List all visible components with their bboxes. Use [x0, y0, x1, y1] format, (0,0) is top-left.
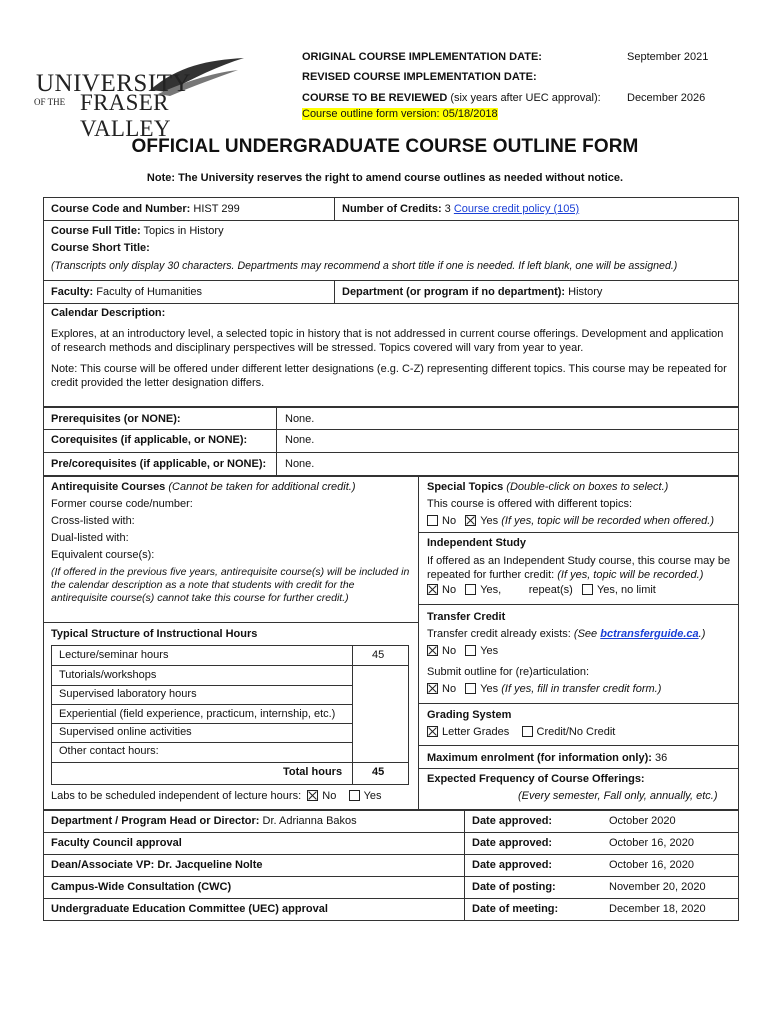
- transfer-submit-yes-checkbox[interactable]: [465, 683, 476, 694]
- hours-label: Typical Structure of Instructional Hours: [51, 628, 258, 640]
- approval-faculty-date: October 16, 2020: [609, 837, 695, 849]
- calendar-description: Explores, at an introductory level, a selected topic in history that is not addressed in current course offerings. Development and application of research methods and disciplinary perspectives will be stressed. Topics covered will vary from year to year.: [51, 328, 724, 354]
- transfer-exists-options: No Yes: [427, 645, 498, 657]
- special-topics-text: This course is offered with different topics:: [427, 498, 633, 510]
- independent-no-checkbox[interactable]: [427, 584, 438, 595]
- max-enrolment: Maximum enrolment (for information only): 36: [427, 752, 668, 764]
- form-version: Course outline form version: 05/18/2018: [302, 108, 498, 120]
- antirequisite-note: (If offered in the previous five years, antirequisite course(s) will be included in the calendar description as a note that students with credit for the antirequisite course(s) cannot take this course for further credit.): [51, 566, 410, 604]
- approval-uec: Undergraduate Education Committee (UEC) approval: [51, 903, 328, 915]
- approval-dean: Dean/Associate VP: Dr. Jacqueline Nolte: [51, 859, 263, 871]
- former-course-code: Former course code/number:: [51, 498, 193, 510]
- frequency-label: Expected Frequency of Course Offerings:: [427, 773, 645, 785]
- hours-row-lecture: Lecture/seminar hours: [59, 649, 169, 661]
- faculty: Faculty: Faculty of Humanities: [51, 286, 203, 298]
- course-full-title: Course Full Title: Topics in History: [51, 225, 224, 237]
- hours-row-tutorials: Tutorials/workshops: [59, 669, 157, 681]
- logo-line-2: OF THE: [34, 97, 66, 107]
- independent-study-text: If offered as an Independent Study course, this course may be repeated for further credit: (If yes, topic will be recorded.): [427, 555, 731, 581]
- total-hours-value: 45: [372, 766, 385, 778]
- approval-dept-date: October 2020: [609, 815, 676, 827]
- approval-faculty-council: Faculty Council approval: [51, 837, 182, 849]
- approval-uec-date: December 18, 2020: [609, 903, 706, 915]
- prerequisites-label: Prerequisites (or NONE):: [51, 413, 181, 425]
- total-hours-label: Total hours: [283, 766, 343, 778]
- grading-label: Grading System: [427, 709, 512, 721]
- approval-dean-date-label: Date approved:: [472, 859, 553, 871]
- labs-no-checkbox[interactable]: [307, 790, 318, 801]
- page-title: OFFICIAL UNDERGRADUATE COURSE OUTLINE FORM: [131, 136, 639, 157]
- transfer-submit-options: No Yes (If yes, fill in transfer credit form.): [427, 683, 661, 695]
- credit-no-credit-checkbox[interactable]: [522, 726, 533, 737]
- hours-row-lab: Supervised laboratory hours: [59, 688, 197, 700]
- course-credits: Number of Credits: 3 Course credit policy (105): [342, 203, 580, 215]
- transfer-submit-no-checkbox[interactable]: [427, 683, 438, 694]
- calendar-note: Note: This course will be offered under different letter designations (e.g. C-Z) representing different topics. This course may be repeated for credit provided the letter designation differs.: [51, 363, 727, 389]
- transfer-exists-no-checkbox[interactable]: [427, 645, 438, 656]
- special-yes-checkbox[interactable]: [465, 515, 476, 526]
- precorequisites-value: None.: [285, 458, 315, 470]
- transfer-exists-yes-checkbox[interactable]: [465, 645, 476, 656]
- independent-study-label: Independent Study: [427, 537, 526, 549]
- approval-dean-date: October 16, 2020: [609, 859, 695, 871]
- original-date-value: September 2021: [627, 51, 709, 63]
- corequisites-value: None.: [285, 434, 315, 446]
- course-code: Course Code and Number: HIST 299: [51, 203, 240, 215]
- approval-uec-date-label: Date of meeting:: [472, 903, 559, 915]
- independent-nolimit-checkbox[interactable]: [582, 584, 593, 595]
- department: Department (or program if no department): History: [342, 286, 603, 298]
- labs-scheduled: Labs to be scheduled independent of lecture hours: No Yes: [51, 790, 382, 802]
- approval-faculty-date-label: Date approved:: [472, 837, 553, 849]
- independent-yes-checkbox[interactable]: [465, 584, 476, 595]
- approval-dept-date-label: Date approved:: [472, 815, 553, 827]
- independent-study-options: No Yes, repeat(s) Yes, no limit: [427, 584, 656, 596]
- review-date-value: December 2026: [627, 92, 706, 104]
- hours-row-online: Supervised online activities: [59, 726, 192, 738]
- transfer-exists: Transfer credit already exists: (See bctransferguide.ca.): [427, 628, 706, 640]
- antirequisite-label: Antirequisite Courses (Cannot be taken for additional credit.): [51, 481, 356, 493]
- transfer-credit-label: Transfer Credit: [427, 611, 506, 623]
- corequisites-label: Corequisites (if applicable, or NONE):: [51, 434, 248, 446]
- amend-note: Note: The University reserves the right to amend course outlines as needed without notice.: [146, 172, 624, 184]
- original-date-label: ORIGINAL COURSE IMPLEMENTATION DATE:: [302, 51, 542, 63]
- short-title-note: (Transcripts only display 30 characters. Departments may recommend a short title if one is needed. If left blank, one will be assigned.): [51, 260, 678, 272]
- approval-cwc-date: November 20, 2020: [609, 881, 706, 893]
- logo-line-1: UNIVERSITY: [36, 70, 191, 97]
- special-topics-label: Special Topics (Double-click on boxes to select.): [427, 481, 669, 493]
- bctransferguide-link[interactable]: bctransferguide.ca: [600, 628, 699, 640]
- course-short-title: Course Short Title:: [51, 242, 150, 254]
- cross-listed: Cross-listed with:: [51, 515, 135, 527]
- prerequisites-value: None.: [285, 413, 315, 425]
- hours-value-lecture: 45: [372, 649, 385, 661]
- approval-cwc-date-label: Date of posting:: [472, 881, 556, 893]
- equivalent-courses: Equivalent course(s):: [51, 549, 155, 561]
- approval-cwc: Campus-Wide Consultation (CWC): [51, 881, 232, 893]
- special-no-checkbox[interactable]: [427, 515, 438, 526]
- frequency-note: (Every semester, Fall only, annually, etc.): [518, 790, 718, 802]
- calendar-label: Calendar Description:: [51, 307, 166, 319]
- logo-line-3: FRASER VALLEY: [80, 90, 171, 141]
- credit-policy-link[interactable]: Course credit policy (105): [453, 203, 580, 215]
- hours-row-experiential: Experiential (field experience, practicum, internship, etc.): [59, 708, 336, 720]
- letter-grades-checkbox[interactable]: [427, 726, 438, 737]
- revised-date-label: REVISED COURSE IMPLEMENTATION DATE:: [302, 71, 537, 83]
- special-topics-options: No Yes (If yes, topic will be recorded when offered.): [427, 515, 714, 527]
- transfer-submit: Submit outline for (re)articulation:: [427, 666, 590, 678]
- review-date-label: COURSE TO BE REVIEWED (six years after UEC approval):: [302, 92, 601, 104]
- university-logo: [28, 52, 248, 141]
- labs-yes-checkbox[interactable]: [349, 790, 360, 801]
- hours-row-other: Other contact hours:: [59, 745, 159, 757]
- dual-listed: Dual-listed with:: [51, 532, 129, 544]
- grading-options: Letter Grades Credit/No Credit: [427, 726, 615, 738]
- precorequisites-label: Pre/corequisites (if applicable, or NONE):: [51, 458, 267, 470]
- approval-dept-head: Department / Program Head or Director: Dr. Adrianna Bakos: [51, 815, 357, 827]
